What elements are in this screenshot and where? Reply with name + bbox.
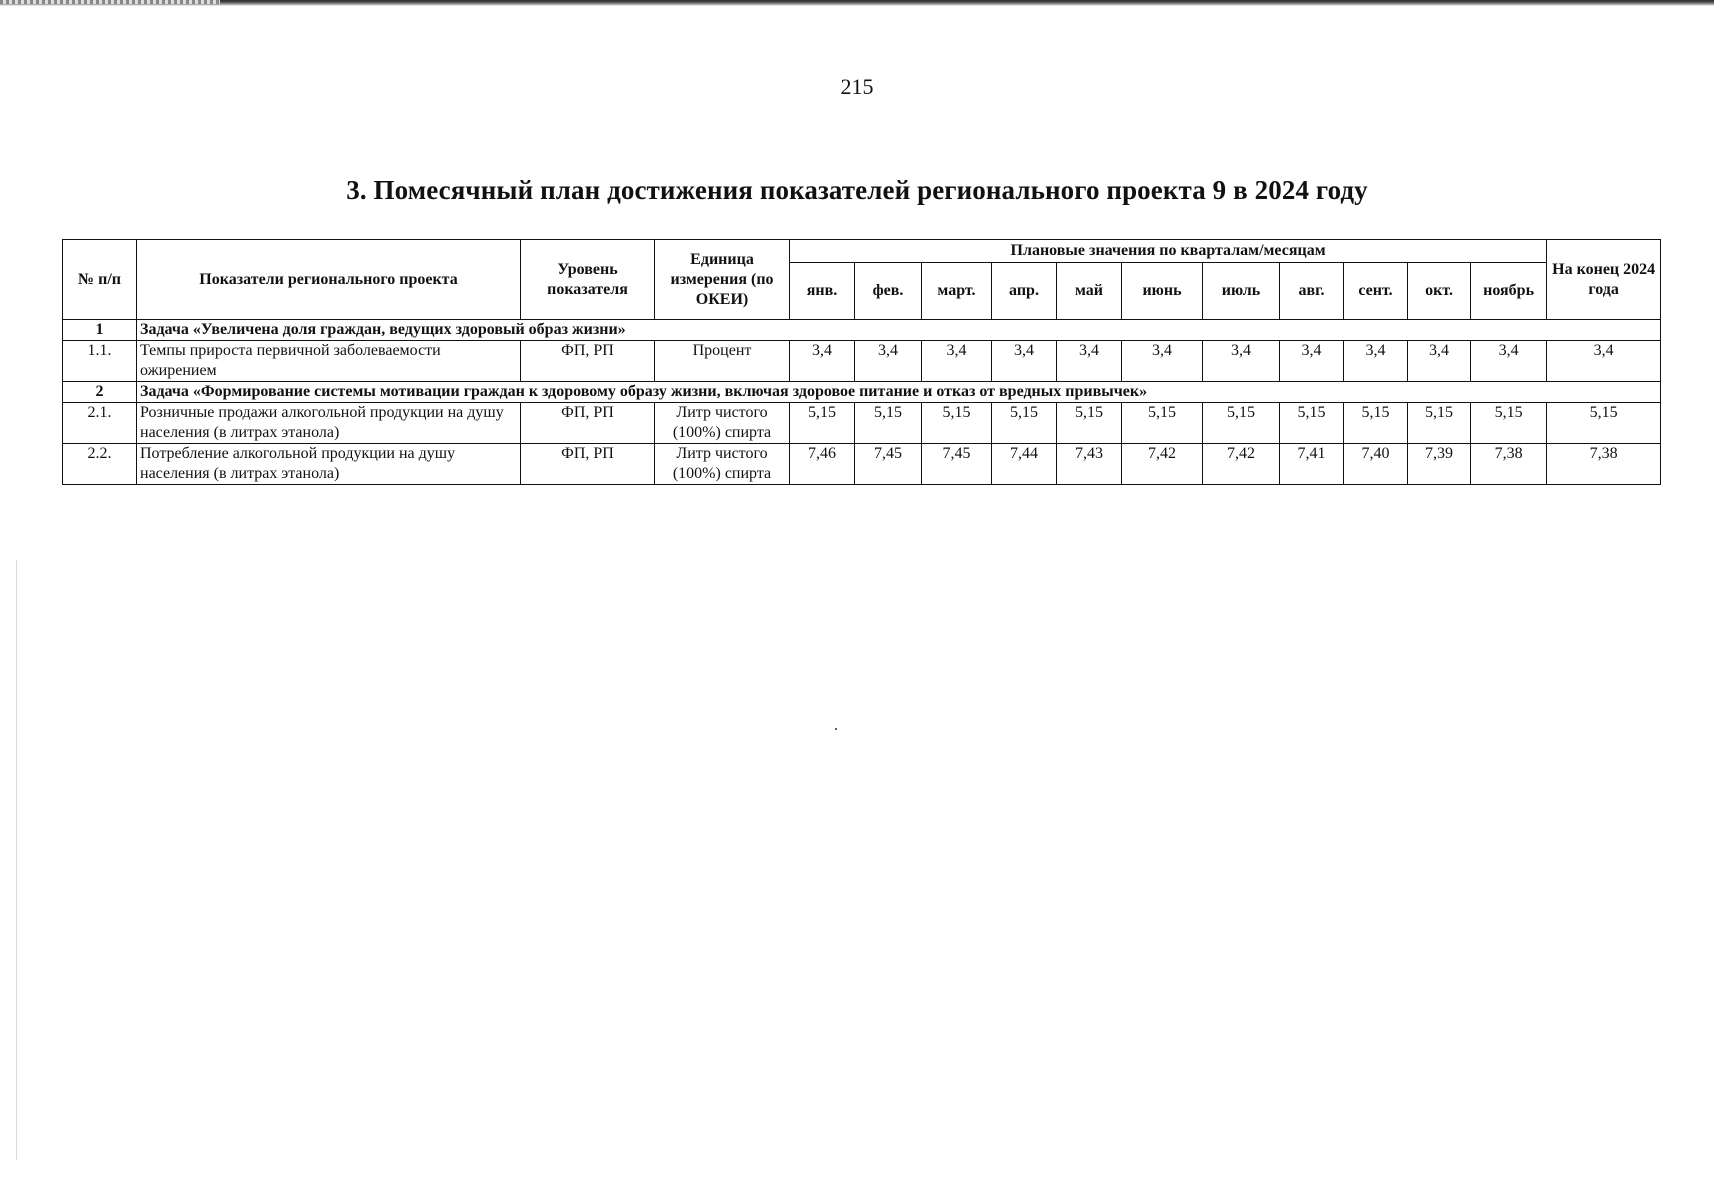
- month-value: 7,42: [1122, 444, 1203, 485]
- task-title: Задача «Формирование системы мотивации граждан к здоровому образу жизни, включая здоровое питание и отказ от вредных привычек»: [137, 382, 1661, 403]
- indicator-number: 1.1.: [63, 341, 137, 382]
- month-value: 7,41: [1280, 444, 1344, 485]
- header-month: ноябрь: [1471, 263, 1547, 320]
- month-value: 5,15: [1057, 403, 1122, 444]
- header-month: фев.: [855, 263, 922, 320]
- month-value: 7,39: [1408, 444, 1471, 485]
- header-end-of-year: На конец 2024 года: [1547, 240, 1661, 320]
- month-value: 5,15: [855, 403, 922, 444]
- month-value: 3,4: [1122, 341, 1203, 382]
- indicator-level: ФП, РП: [521, 403, 655, 444]
- task-title: Задача «Увеличена доля граждан, ведущих здоровый образ жизни»: [137, 320, 1661, 341]
- month-value: 7,42: [1203, 444, 1280, 485]
- header-row-1: [63, 240, 1661, 263]
- month-value: 7,43: [1057, 444, 1122, 485]
- header-month: окт.: [1408, 263, 1471, 320]
- month-value: 5,15: [1471, 403, 1547, 444]
- indicator-row: [63, 403, 1661, 444]
- task-row: [63, 320, 1661, 341]
- end-of-year-value: 7,38: [1547, 444, 1661, 485]
- month-value: 3,4: [790, 341, 855, 382]
- month-value: 7,45: [922, 444, 992, 485]
- month-value: 5,15: [1344, 403, 1408, 444]
- month-value: 5,15: [1280, 403, 1344, 444]
- header-level: Уровень показателя: [521, 240, 655, 320]
- indicator-unit: Процент: [655, 341, 790, 382]
- month-value: 3,4: [1408, 341, 1471, 382]
- header-month: май: [1057, 263, 1122, 320]
- scan-left-mark: [16, 560, 17, 1160]
- month-value: 5,15: [1122, 403, 1203, 444]
- end-of-year-value: 3,4: [1547, 341, 1661, 382]
- indicator-level: ФП, РП: [521, 444, 655, 485]
- task-number: 2: [63, 382, 137, 403]
- month-value: 3,4: [1471, 341, 1547, 382]
- indicator-unit: Литр чистого (100%) спирта: [655, 403, 790, 444]
- plan-table: [62, 239, 1661, 485]
- header-month: июнь: [1122, 263, 1203, 320]
- table-body: [63, 320, 1661, 485]
- header-num: № п/п: [63, 240, 137, 320]
- indicator-number: 2.1.: [63, 403, 137, 444]
- header-month: июль: [1203, 263, 1280, 320]
- month-value: 5,15: [1203, 403, 1280, 444]
- month-value: 3,4: [1057, 341, 1122, 382]
- task-number: 1: [63, 320, 137, 341]
- end-of-year-value: 5,15: [1547, 403, 1661, 444]
- month-value: 3,4: [855, 341, 922, 382]
- month-value: 7,38: [1471, 444, 1547, 485]
- indicator-number: 2.2.: [63, 444, 137, 485]
- scan-top-edge: [0, 0, 1714, 6]
- document-title: 3. Помесячный план достижения показателей регионального проекта 9 в 2024 году: [346, 175, 1368, 205]
- month-value: 7,46: [790, 444, 855, 485]
- indicator-name: Потребление алкогольной продукции на душу населения (в литрах этанола): [137, 444, 521, 485]
- month-value: 3,4: [992, 341, 1057, 382]
- indicator-name: Темпы прироста первичной заболеваемости ожирением: [137, 341, 521, 382]
- scan-top-edge-texture: [0, 0, 220, 4]
- header-month: авг.: [1280, 263, 1344, 320]
- indicator-row: [63, 444, 1661, 485]
- month-value: 7,44: [992, 444, 1057, 485]
- header-month: сент.: [1344, 263, 1408, 320]
- header-unit: Единица измерения (по ОКЕИ): [655, 240, 790, 320]
- indicator-name: Розничные продажи алкогольной продукции на душу населения (в литрах этанола): [137, 403, 521, 444]
- header-indicator: Показатели регионального проекта: [137, 240, 521, 320]
- month-value: 7,40: [1344, 444, 1408, 485]
- header-plan-group: Плановые значения по кварталам/месяцам: [790, 240, 1547, 263]
- month-value: 5,15: [1408, 403, 1471, 444]
- month-value: 5,15: [922, 403, 992, 444]
- task-row: [63, 382, 1661, 403]
- month-value: 3,4: [922, 341, 992, 382]
- page-number: 215: [840, 74, 874, 99]
- month-value: 5,15: [992, 403, 1057, 444]
- indicator-row: [63, 341, 1661, 382]
- indicator-level: ФП, РП: [521, 341, 655, 382]
- header-month: янв.: [790, 263, 855, 320]
- month-value: 5,15: [790, 403, 855, 444]
- scan-speck: [835, 728, 837, 730]
- month-value: 3,4: [1280, 341, 1344, 382]
- indicator-unit: Литр чистого (100%) спирта: [655, 444, 790, 485]
- header-month: март.: [922, 263, 992, 320]
- header-month: апр.: [992, 263, 1057, 320]
- month-value: 7,45: [855, 444, 922, 485]
- month-value: 3,4: [1344, 341, 1408, 382]
- month-value: 3,4: [1203, 341, 1280, 382]
